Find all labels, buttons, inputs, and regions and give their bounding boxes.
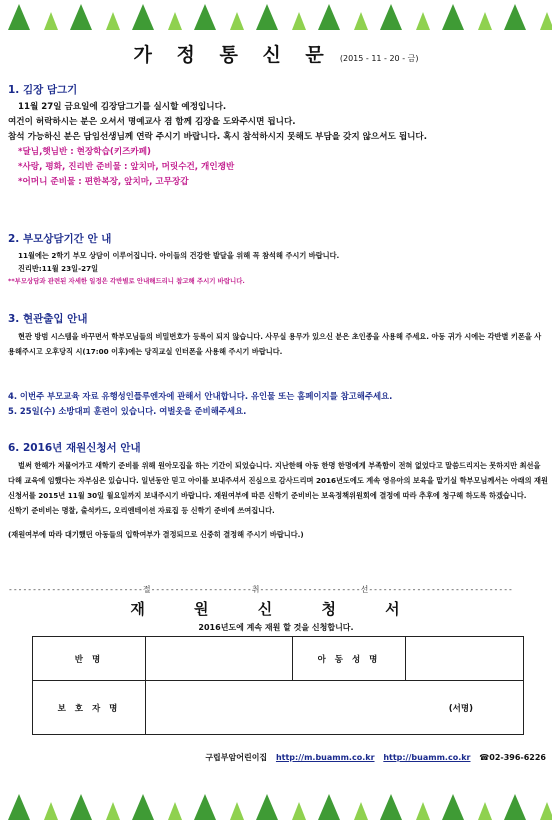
tree-icon — [540, 12, 552, 30]
org-name: 구립부암어린이집 — [205, 753, 268, 762]
tree-icon — [354, 802, 368, 820]
section-heading: 2. 부모상담기간 안 내 — [8, 233, 112, 245]
note-line: **부모상담과 관련된 자세한 일정은 각반별로 안내해드리니 참고해 주시기 바랍니다. — [8, 277, 245, 285]
tree-icon — [442, 794, 464, 820]
list-item: *어머니 준비물 : 편한복장, 앞치마, 고무장갑 — [18, 177, 189, 187]
body-paragraph: 현관 방범 시스템을 바꾸면서 학부모님들의 비밀번호가 등록이 되지 않습니다. 사무실 용무가 있으신 분은 초인종을 사용해 주세요. 아동 귀가 시에는 각반별 키폰을 사용해주시고 오후당직 시(17:00 이후)에는 당직교실 인터폰을 사용해 주시기 바랍니다. — [8, 332, 542, 356]
tree-icon — [194, 794, 216, 820]
tree-icon — [106, 802, 120, 820]
tree-icon — [442, 4, 464, 30]
tree-icon — [478, 802, 492, 820]
child-name-field[interactable] — [406, 637, 524, 681]
tree-icon — [8, 4, 30, 30]
form-subtitle: 2016년도에 계속 재원 할 것을 신청합니다. — [198, 623, 354, 632]
tree-icon — [318, 4, 340, 30]
notice-line: 5. 25일(수) 소방대피 훈련이 있습니다. 여벌옷을 준비해주세요. — [8, 406, 247, 416]
tree-border-bottom — [0, 792, 552, 822]
body-line: 참석 가능하신 분은 담임선생님께 연락 주시기 바랍니다. 혹시 참석하시지 못해도 부담을 갖지 않으셔도 됩니다. — [8, 132, 427, 142]
section-kimchi — [8, 82, 548, 190]
tree-icon — [416, 802, 430, 820]
tree-icon — [504, 4, 526, 30]
tree-icon — [70, 794, 92, 820]
class-name-label: 반 명 — [33, 637, 146, 681]
tree-icon — [168, 802, 182, 820]
tree-icon — [354, 12, 368, 30]
tree-icon — [478, 12, 492, 30]
tree-icon — [416, 12, 430, 30]
tree-icon — [106, 12, 120, 30]
tree-icon — [504, 794, 526, 820]
tree-icon — [318, 794, 340, 820]
tree-icon — [132, 794, 154, 820]
notice-line: 4. 이번주 부모교육 자료 유행성인플루엔자에 관해서 안내합니다. 유인물 또는 홈페이지를 참고해주세요. — [8, 391, 393, 401]
body-line: 진리반:11월 23일-27일 — [18, 264, 99, 273]
tree-icon — [256, 4, 278, 30]
child-name-label: 아 동 성 명 — [293, 637, 406, 681]
mobile-site-link[interactable]: http://m.buamm.co.kr — [275, 753, 375, 762]
section-notices — [8, 389, 548, 419]
tree-icon — [8, 794, 30, 820]
footer-contact — [205, 752, 546, 763]
site-link[interactable]: http://buamm.co.kr — [383, 753, 471, 762]
page-title: 가 정 통 신 문 — [133, 44, 333, 66]
section-consultation — [8, 231, 548, 288]
tree-icon — [70, 4, 92, 30]
tree-icon — [194, 4, 216, 30]
body-paragraph: 벌써 한해가 저물어가고 새학기 준비를 위해 원아모집을 하는 기간이 되었습니다. 지난한해 아동 한명 한명에게 부족함이 전혀 없었다고 말씀드리지는 못하지만 최선을 다해 교육에 임했다는 자부심은 있습니다. 일년동안 믿고 아이를 보내주셔서 진심으로 감사드리며 2016년도에도 계속 영유아의 보육을 맡기실 학부모님께서는 아래의 재원신청서를 2015년 11월 30일 월요일까지 보내주시기 바랍니다. 재원여부에 따른 신학기 준비비는 보육정책위원회에 결정에 따라 추후에 청구해 하도록 하겠습니다. — [8, 461, 548, 500]
tree-icon — [256, 794, 278, 820]
tree-icon — [132, 4, 154, 30]
tree-icon — [44, 802, 58, 820]
tree-icon — [292, 12, 306, 30]
form-title: 재 원 신 청 서 — [130, 600, 422, 618]
closing-note: (재원여부에 따라 대기했던 아동들의 입학여부가 결정되므로 신중히 결정해 주시기 바랍니다.) — [8, 530, 304, 539]
cut-line: ----------------------------절---------------------취---------------------선------------------------------ — [8, 585, 513, 594]
guardian-name-label: 보 호 자 명 — [33, 681, 146, 735]
list-item: *달님,햇님반 : 현장학습(키즈카페) — [18, 147, 151, 157]
section-reenrollment — [8, 440, 548, 541]
tree-icon — [230, 12, 244, 30]
body-line: 신학기 준비비는 명찰, 출석카드, 오리엔테이션 자료집 등 신학기 준비에 쓰여집니다. — [8, 506, 275, 515]
tree-icon — [380, 4, 402, 30]
section-entrance — [8, 311, 548, 359]
phone-number: ☎02-396-6226 — [479, 753, 546, 762]
tree-border-top — [0, 2, 552, 32]
tree-icon — [540, 802, 552, 820]
tree-icon — [380, 794, 402, 820]
guardian-signature-field[interactable] — [146, 681, 524, 735]
letter-date: (2015 - 11 - 20 - 금) — [339, 54, 419, 63]
section-heading: 6. 2016년 재원신청서 안내 — [8, 442, 141, 454]
class-name-field[interactable] — [146, 637, 293, 681]
tree-icon — [44, 12, 58, 30]
tree-icon — [292, 802, 306, 820]
body-line: 11월에는 2학기 부모 상담이 이루어집니다. 아이들의 건강한 발달을 위해 꼭 참석해 주시기 바랍니다. — [18, 251, 340, 260]
section-heading: 1. 김장 담그기 — [8, 84, 78, 96]
application-form-table — [32, 636, 524, 735]
signature-label: (서명) — [448, 703, 473, 714]
body-line: 여건이 허락하시는 분은 오셔서 명예교사 겸 함께 김장을 도와주시면 됩니다. — [8, 117, 296, 127]
tree-icon — [168, 12, 182, 30]
section-heading: 3. 현관출입 안내 — [8, 313, 88, 325]
list-item: *사랑, 평화, 진리반 준비물 : 앞치마, 머릿수건, 개인쟁반 — [18, 162, 235, 172]
body-line: 11월 27일 금요일에 김장담그기를 실시할 예정입니다. — [18, 102, 227, 112]
tree-icon — [230, 802, 244, 820]
letter-header — [0, 40, 552, 67]
